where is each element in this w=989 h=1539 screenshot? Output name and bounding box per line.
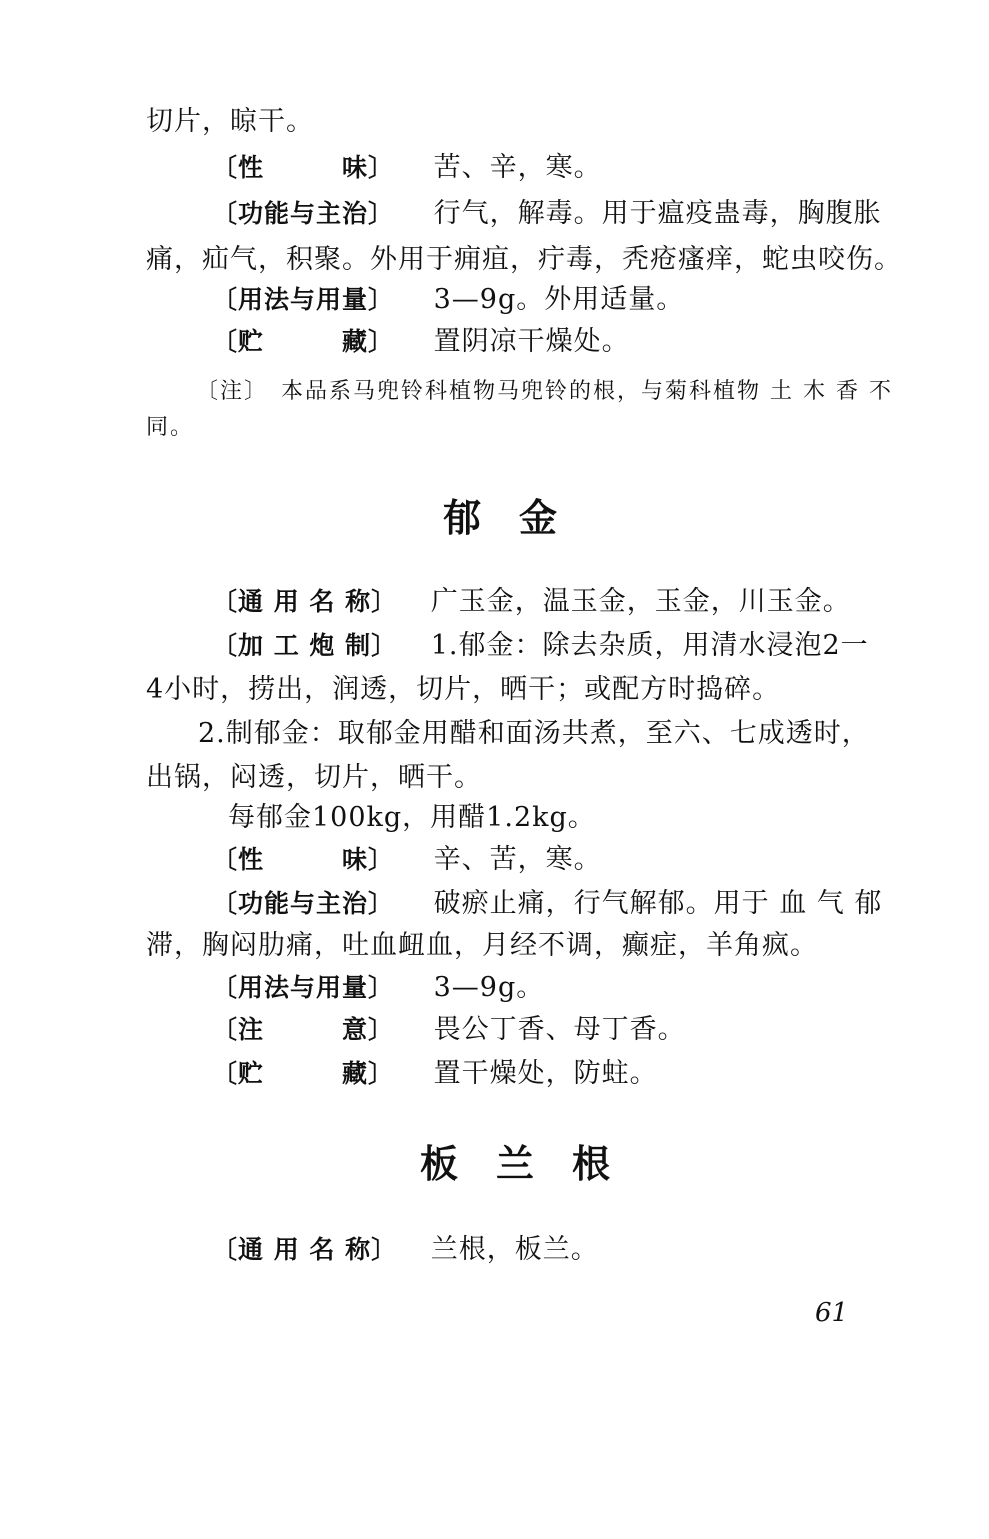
text-line: 出锅，闷透，切片，晒干。 <box>146 762 482 793</box>
field-value: 置干燥处，防蛀。 <box>433 1058 658 1089</box>
field-label: 〔性 味〕 <box>212 153 395 182</box>
field-row-common-name <box>212 1232 599 1268</box>
note-line: 同。 <box>146 415 195 440</box>
field-label: 〔加 工 炮 制〕 <box>212 631 398 660</box>
entry-title: 郁 金 <box>443 496 558 540</box>
field-label: 〔功能与主治〕 <box>212 199 395 228</box>
text-line: 痛，疝气，积聚。外用于痈疽，疔毒，秃疮瘙痒，蛇虫咬伤。 <box>146 244 902 275</box>
note-line: 〔注〕 本品系马兜铃科植物马兜铃的根，与菊科植物 土 木 香 不 <box>196 379 893 404</box>
field-row-usage <box>212 282 684 318</box>
text-line: 滞，胸闷肋痛，吐血衄血，月经不调，癫症，羊角疯。 <box>146 930 818 961</box>
field-row-storage <box>212 1056 658 1092</box>
text-line: 每郁金100kg，用醋1.2kg。 <box>228 802 596 833</box>
entry-title: 板 兰 根 <box>420 1142 611 1186</box>
field-row-taste <box>212 150 602 186</box>
field-value: 畏公丁香、母丁香。 <box>433 1014 686 1045</box>
field-value: 兰根，板兰。 <box>430 1234 599 1265</box>
field-value: 破瘀止痛，行气解郁。用于 血 气 郁 <box>433 888 883 919</box>
field-label: 〔性 味〕 <box>212 845 395 874</box>
field-value: 1.郁金：除去杂质，用清水浸泡2一 <box>430 630 869 661</box>
field-value: 3—9g。外用适量。 <box>433 284 685 315</box>
field-row-taste <box>212 842 602 878</box>
field-value: 3—9g。 <box>433 972 545 1003</box>
field-label: 〔用法与用量〕 <box>212 973 395 1002</box>
text-line: 4小时，捞出，润透，切片，晒干；或配方时捣碎。 <box>146 674 781 705</box>
field-label: 〔通 用 名 称〕 <box>212 587 398 616</box>
page-number: 61 <box>815 1298 849 1328</box>
field-value: 苦、辛，寒。 <box>433 152 602 183</box>
field-label: 〔功能与主治〕 <box>212 889 395 918</box>
field-label: 〔贮 藏〕 <box>212 1059 395 1088</box>
field-row-function <box>212 886 882 922</box>
field-row-processing <box>212 628 869 664</box>
field-row-storage <box>212 324 630 360</box>
field-value: 行气，解毒。用于瘟疫蛊毒，胸腹胀 <box>433 198 882 229</box>
field-row-usage <box>212 970 544 1006</box>
field-row-common-name <box>212 584 851 620</box>
field-value: 辛、苦，寒。 <box>433 844 602 875</box>
field-label: 〔贮 藏〕 <box>212 327 395 356</box>
field-value: 置阴凉干燥处。 <box>433 326 630 357</box>
field-row-caution <box>212 1012 686 1048</box>
text-line: 2.制郁金：取郁金用醋和面汤共煮，至六、七成透时， <box>198 718 870 749</box>
field-label: 〔用法与用量〕 <box>212 285 395 314</box>
field-row-function <box>212 196 882 232</box>
field-label: 〔注 意〕 <box>212 1015 395 1044</box>
field-value: 广玉金，温玉金，玉金，川玉金。 <box>430 586 851 617</box>
field-label: 〔通 用 名 称〕 <box>212 1235 398 1264</box>
text-line: 切片，晾干。 <box>146 106 314 137</box>
